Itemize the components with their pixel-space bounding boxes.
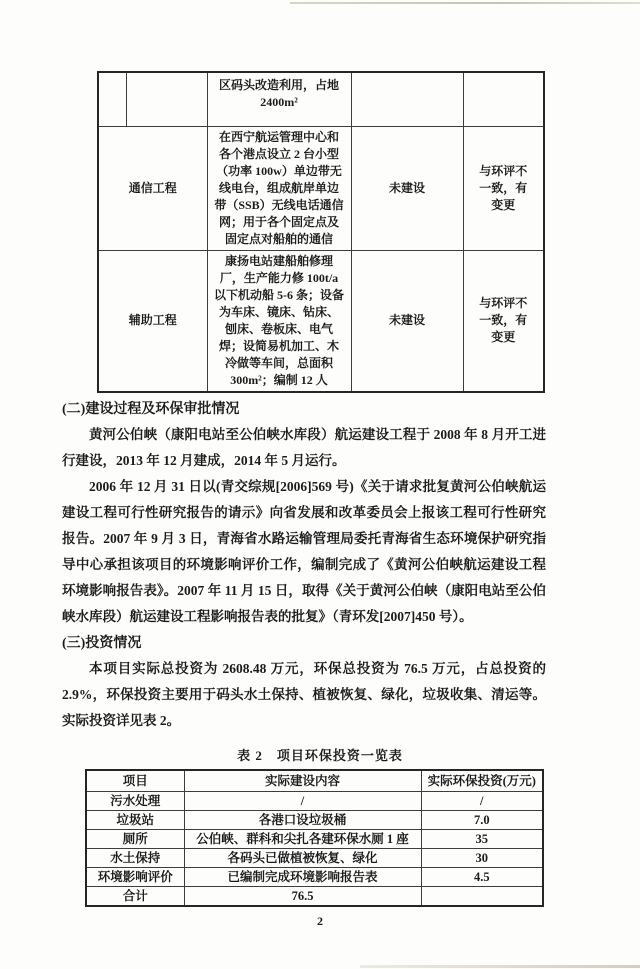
status-cell <box>351 72 463 126</box>
item-cell: 水土保持 <box>86 848 184 867</box>
section-3-paragraph-1: 本项目实际总投资为 2608.48 万元，环保总投资为 76.5 万元，占总投资的 2.9%，环保投资主要用于码头水土保持、植被恢复、绿化，垃圾收集、清运等。实际投资详见表 2。 <box>62 660 546 728</box>
content-cell: / <box>184 791 421 810</box>
item-cell: 污水处理 <box>86 791 184 810</box>
content-cell: 区码头改造利用，占地 2400m² <box>207 72 351 126</box>
status-cell: 未建设 <box>351 126 463 250</box>
page-number: 2 <box>317 913 323 928</box>
section-2-paragraph-1: 黄河公伯峡（康阳电站至公伯峡水库段）航运建设工程于 2008 年 8 月开工进行建设，2013 年 12 月建成，2014 年 5 月运行。 <box>62 426 546 468</box>
investment-cell: 4.5 <box>421 867 543 886</box>
item-cell: 垃圾站 <box>86 810 184 829</box>
table-row <box>98 126 544 250</box>
content-cell: 各码头已做植被恢复、绿化 <box>184 848 421 867</box>
table-row <box>86 810 543 829</box>
comparison-cell: 与环评不一致，有变更 <box>463 250 544 392</box>
environmental-investment-table <box>85 769 544 907</box>
content-cell: 公伯峡、群科和尖扎各建环保水厕 1 座 <box>184 829 421 848</box>
comparison-cell: 与环评不一致，有变更 <box>463 126 544 250</box>
comparison-cell <box>463 72 544 126</box>
scan-artifact-top <box>290 2 640 4</box>
item-cell: 环境影响评价 <box>86 867 184 886</box>
table-header-row <box>86 770 543 792</box>
content-cell: 已编制完成环境影响报告表 <box>184 867 421 886</box>
investment-cell: 30 <box>421 848 543 867</box>
item-cell: 厕所 <box>86 829 184 848</box>
project-label-cell: 辅助工程 <box>98 250 207 392</box>
content-cell: 在西宁航运管理中心和各个港点设立 2 台小型（功率 100w）单边带无线电台，组成航岸单边带（SSB）无线电话通信网；用于各个固定点及固定点对船舶的通信 <box>207 126 351 250</box>
investment-cell: / <box>421 791 543 810</box>
section-2-paragraph-2: 2006 年 12 月 31 日以(青交综规[2006]569 号)《关于请求批复黄河公伯峡航运建设工程可行性研究报告的请示》向省发展和改革委员会上报该工程可行性研究报告。2007 年 9 月 3 日，青海省水路运输管理局委托青海省生态环境保护研究指导中心承担该项目的环境影响评价工作，编制完成了《黄河公伯峡航运建设工程环境影响报告表》。2007 年 11 月 15 日，取得《关于黄河公伯峡（康阳电站至公伯峡水库段）航运建设工程影响报告表的批复》（青环发[2007]450 号）。 <box>62 478 546 624</box>
investment-cell: 7.0 <box>421 810 543 829</box>
scan-artifact-bottom <box>360 965 640 968</box>
header-investment: 实际环保投资(万元) <box>421 770 543 792</box>
section-2-heading: (二)建设过程及环保审批情况 <box>62 401 240 417</box>
total-label-cell: 合计 <box>86 886 184 906</box>
table-row <box>86 848 543 867</box>
total-merged-cell <box>421 886 543 906</box>
table-row <box>86 791 543 810</box>
project-comparison-table <box>97 71 545 393</box>
table-total-row <box>86 886 543 906</box>
table-row <box>86 867 543 886</box>
total-value-cell: 76.5 <box>184 886 421 906</box>
section-3-heading: (三)投资情况 <box>62 635 142 651</box>
project-label-cell: 通信工程 <box>98 126 207 250</box>
investment-table-title: 表 2 项目环保投资一览表 <box>237 747 403 763</box>
header-item: 项目 <box>86 770 184 792</box>
table-row <box>98 72 544 126</box>
status-cell: 未建设 <box>351 250 463 392</box>
investment-cell: 35 <box>421 829 543 848</box>
category-cell <box>98 72 126 126</box>
project-label-cell <box>126 72 207 126</box>
header-content: 实际建设内容 <box>184 770 421 792</box>
content-cell: 各港口设垃圾桶 <box>184 810 421 829</box>
table-row <box>86 829 543 848</box>
content-cell: 康扬电站建船舶修理厂，生产能力修 100t/a 以下机动船 5-6 条；设备为车床、镜床、钻床、刨床、卷板床、电气焊；设简易机加工、木冷做等车间，总面积 300m²；编制 12 人 <box>207 250 351 392</box>
table-row <box>98 250 544 392</box>
